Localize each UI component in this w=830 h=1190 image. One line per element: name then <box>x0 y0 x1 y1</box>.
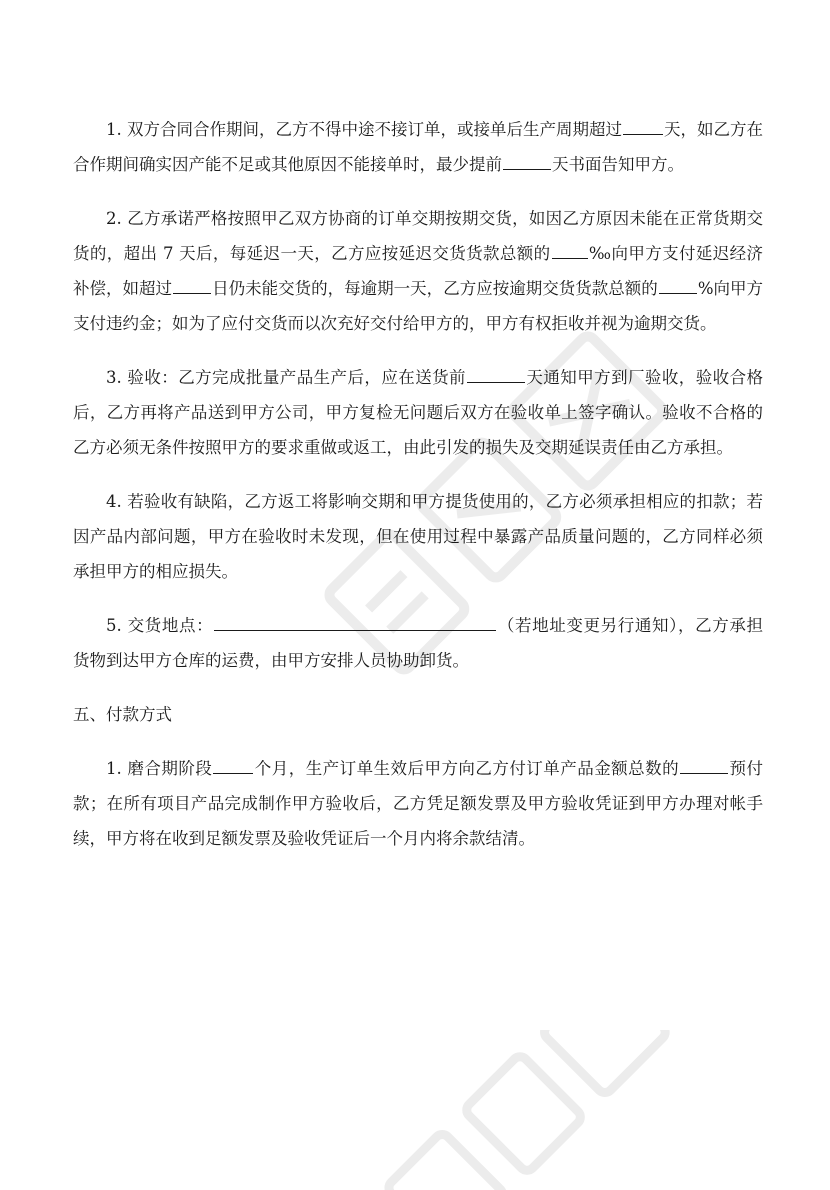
blank-overdue-days[interactable] <box>173 278 211 294</box>
clause-5: 5. 交货地点： （若地址变更另行通知），乙方承担货物到达甲方仓库的运费，由甲方安排人员协助卸货。 <box>73 616 763 670</box>
blank-prepayment-ratio[interactable] <box>680 758 728 774</box>
payment-clause-1: 1. 磨合期阶段 个月，生产订单生效后甲方向乙方付订单产品金额总数的 预付款；在所有项目产品完成制作甲方验收后，乙方凭足额发票及甲方验收凭证到甲方办理对帐手续，甲方将在收到足额发票及验收凭证后一个月内将余款结清。 <box>73 759 764 848</box>
blank-production-days[interactable] <box>623 119 663 135</box>
clause-1: 1. 双方合同合作期间，乙方不得中途不接订单，或接单后生产周期超过 天，如乙方在合作期间确实因产能不足或其他原因不能接单时，最少提前 天书面告知甲方。 <box>73 120 763 174</box>
section-heading-payment: 五、付款方式 <box>73 705 172 724</box>
blank-inspection-days[interactable] <box>467 367 525 383</box>
watermark-logo-bottom-icon <box>330 1030 710 1190</box>
contract-body <box>73 112 763 856</box>
blank-delivery-address[interactable] <box>214 615 496 631</box>
blank-penalty-percent[interactable] <box>659 278 697 294</box>
clause-2: 2. 乙方承诺严格按照甲乙双方协商的订单交期按期交货，如因乙方原因未能在正常货期交货的，超出 7 天后，每延迟一天，乙方应按延迟交货货款总额的 ‰向甲方支付延迟经济补偿，如超过 日仍未能交货的，每逾期一天，乙方应按逾期交货货款总额的 %向甲方支付违约金；如为了应付交货而以次充好交付给甲方的，甲方有权拒收并视为逾期交货。 <box>73 209 764 333</box>
blank-delay-permille[interactable] <box>552 243 588 259</box>
clause-4: 4. 若验收有缺陷，乙方返工将影响交期和甲方提货使用的，乙方必须承担相应的扣款；若因产品内部问题，甲方在验收时未发现，但在使用过程中暴露产品质量问题的，乙方同样必须承担甲方的相应损失。 <box>73 492 763 581</box>
blank-trial-months[interactable] <box>213 758 253 774</box>
clause-3: 3. 验收：乙方完成批量产品生产后，应在送货前 天通知甲方到厂验收，验收合格后，乙方再将产品送到甲方公司，甲方复检无问题后双方在验收单上签字确认。验收不合格的乙方必须无条件按照甲方的要求重做或返工，由此引发的损失及交期延误责任由乙方承担。 <box>73 368 764 457</box>
blank-notice-days[interactable] <box>503 154 551 170</box>
